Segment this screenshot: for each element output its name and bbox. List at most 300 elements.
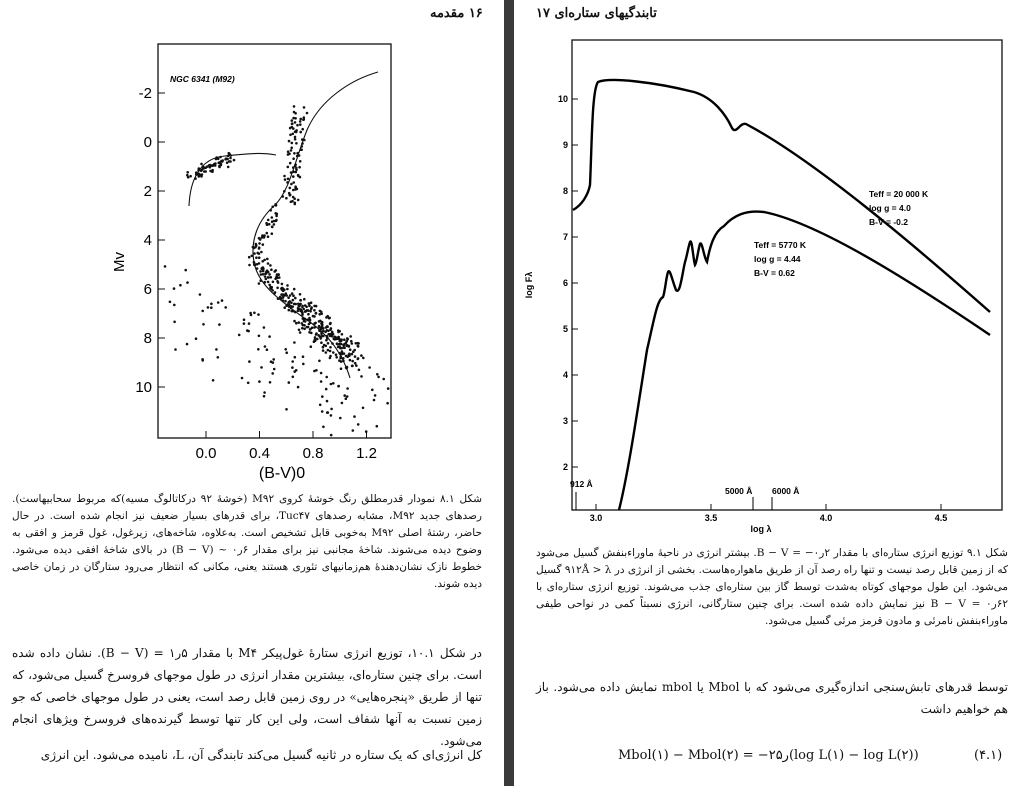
hr-star-point	[377, 376, 380, 379]
hr-star-point	[270, 276, 273, 279]
hr-x-tick-label: 0.0	[195, 445, 217, 462]
hr-star-point	[325, 376, 328, 379]
hr-star-point	[268, 335, 271, 338]
hr-star-point	[273, 368, 276, 371]
hr-x-tick-label: 1.2	[356, 445, 377, 462]
hr-star-point	[285, 294, 288, 297]
hr-star-point	[355, 364, 358, 367]
hr-star-point	[343, 352, 346, 355]
hr-star-point	[348, 345, 351, 348]
hr-star-point	[256, 252, 259, 255]
hr-star-point	[186, 343, 189, 346]
hr-star-point	[285, 197, 288, 200]
hr-star-point	[331, 331, 334, 334]
hr-star-point	[320, 341, 323, 344]
sed-y-tick-label: 5	[562, 324, 568, 334]
hr-star-point	[258, 380, 261, 383]
hr-star-point	[195, 337, 198, 340]
hr-star-point	[295, 142, 298, 145]
hr-star-point	[299, 120, 302, 123]
sed-y-tick-label: 2	[562, 462, 568, 472]
hr-star-point	[319, 310, 322, 313]
hr-star-point	[382, 378, 385, 381]
hr-star-point	[294, 202, 297, 205]
hr-x-tick-label: 0.8	[302, 445, 324, 462]
hr-star-point	[315, 332, 318, 335]
hr-star-point	[269, 264, 272, 267]
hr-star-point	[349, 335, 352, 338]
hr-star-point	[247, 330, 250, 333]
sed-marker-5000-label: 5000 Å	[725, 486, 753, 496]
hr-star-point	[272, 358, 275, 361]
hr-star-point	[291, 126, 294, 129]
hr-star-point	[303, 324, 306, 327]
hr-star-point	[271, 372, 274, 375]
hr-star-point	[173, 287, 176, 290]
hr-star-point	[302, 118, 305, 121]
hr-star-point	[200, 163, 203, 166]
hr-star-point	[262, 267, 265, 270]
hr-star-point	[292, 196, 295, 199]
hr-star-point	[319, 320, 322, 323]
hr-star-point	[374, 394, 377, 397]
hr-star-point	[332, 351, 335, 354]
hr-star-point	[291, 200, 294, 203]
sed-y-tick-label: 9	[562, 140, 568, 150]
hr-star-point	[295, 168, 298, 171]
hr-star-point	[299, 331, 302, 334]
hr-star-point	[343, 394, 346, 397]
book-spine	[504, 0, 514, 786]
hr-star-point	[262, 273, 265, 276]
sed-marker-6000	[772, 486, 799, 510]
hr-star-point	[243, 322, 246, 325]
hr-star-point	[276, 287, 279, 290]
hr-star-point	[284, 178, 287, 181]
hr-star-point	[355, 342, 358, 345]
hr-star-point	[320, 380, 323, 383]
hr-star-point	[386, 402, 389, 405]
hr-star-point	[358, 369, 361, 372]
hr-star-point	[325, 351, 328, 354]
hr-star-point	[337, 336, 340, 339]
hr-star-point	[292, 181, 295, 184]
hr-star-point	[299, 118, 302, 121]
hr-star-point	[303, 116, 306, 119]
hr-star-point	[292, 189, 295, 192]
hr-star-point	[326, 400, 329, 403]
hr-star-point	[352, 429, 355, 432]
hr-star-point	[264, 272, 267, 275]
hr-star-point	[294, 188, 297, 191]
hr-star-point	[345, 344, 348, 347]
hr-star-point	[347, 354, 350, 357]
hr-star-point	[291, 292, 294, 295]
hr-star-point	[283, 175, 286, 178]
hr-star-point	[258, 237, 261, 240]
hr-star-point	[265, 222, 268, 225]
hr-star-point	[258, 242, 261, 245]
hr-cluster-label: NGC 6341 (M92)	[170, 74, 235, 84]
hr-star-point	[257, 348, 260, 351]
hr-star-point	[299, 123, 302, 126]
hr-star-point	[266, 232, 269, 235]
hr-star-point	[273, 223, 276, 226]
sed-hot-star-logg: log g = 4.0	[869, 203, 911, 213]
hr-star-point	[249, 312, 252, 315]
hr-star-point	[268, 273, 271, 276]
hr-star-point	[341, 333, 344, 336]
hr-star-point	[373, 399, 376, 402]
hr-star-point	[360, 354, 363, 357]
hr-star-point	[265, 278, 268, 281]
equation-number: (۴.۱)	[974, 748, 1003, 763]
hr-star-point	[292, 157, 295, 160]
hr-y-tick-label: 2	[143, 183, 152, 200]
hr-star-point	[329, 346, 332, 349]
hr-star-point	[270, 268, 273, 271]
hr-star-point	[289, 134, 292, 137]
hr-star-point	[287, 301, 290, 304]
hr-star-point	[346, 395, 349, 398]
hr-star-point	[287, 178, 290, 181]
hr-star-point	[285, 408, 288, 411]
hr-star-point	[293, 370, 296, 373]
hr-star-point	[292, 133, 295, 136]
hr-star-point	[202, 167, 205, 170]
hr-y-tick-label: 8	[143, 330, 152, 347]
hr-star-point	[295, 131, 298, 134]
hr-star-point	[349, 359, 352, 362]
hr-star-point	[267, 276, 270, 279]
hr-star-point	[273, 270, 276, 273]
hr-star-point	[164, 265, 167, 268]
hr-star-point	[291, 142, 294, 145]
hr-star-point	[310, 308, 313, 311]
hr-star-point	[357, 345, 360, 348]
sed-marker-5000	[725, 486, 753, 510]
hr-star-point	[202, 323, 205, 326]
hr-star-point	[346, 387, 349, 390]
hr-star-point	[329, 355, 332, 358]
hr-star-point	[218, 323, 221, 326]
hr-star-point	[241, 377, 244, 380]
hr-star-point	[316, 338, 319, 341]
hr-star-point	[305, 310, 308, 313]
hr-y-tick-label: 6	[143, 281, 152, 298]
hr-star-point	[289, 162, 292, 165]
hr-star-point	[313, 370, 316, 373]
hr-star-point	[321, 395, 324, 398]
hr-star-point	[255, 256, 258, 259]
hr-star-point	[295, 171, 298, 174]
hr-star-point	[338, 330, 341, 333]
hr-star-point	[293, 111, 296, 114]
hr-star-point	[269, 286, 272, 289]
hr-star-point	[328, 317, 331, 320]
sed-y-axis-label: log Fλ	[524, 271, 534, 299]
hr-star-point	[321, 323, 324, 326]
hr-star-point	[371, 389, 374, 392]
hr-star-point	[319, 337, 322, 340]
hr-star-point	[338, 359, 341, 362]
hr-star-point	[248, 360, 251, 363]
hr-star-point	[227, 166, 230, 169]
hr-star-point	[353, 349, 356, 352]
hr-star-points	[164, 105, 390, 436]
sed-sun-star-teff: Teff = 5770 K	[754, 240, 807, 250]
hr-star-point	[292, 175, 295, 178]
hr-star-point	[298, 321, 301, 324]
hr-star-point	[210, 303, 213, 306]
sed-hot-star-teff: Teff = 20 000 K	[869, 189, 929, 199]
hr-star-point	[297, 199, 300, 202]
hr-star-point	[290, 183, 293, 186]
hr-star-point	[365, 430, 368, 433]
hr-star-point	[173, 304, 176, 307]
hr-star-point	[306, 112, 309, 115]
hr-star-point	[330, 434, 333, 437]
hr-star-point	[299, 293, 302, 296]
hr-star-point	[288, 381, 291, 384]
hr-star-point	[298, 166, 301, 169]
hr-star-point	[229, 157, 232, 160]
sed-x-tick-label: 4.0	[819, 513, 833, 523]
hr-star-point	[272, 361, 275, 364]
hr-star-point	[320, 372, 323, 375]
hr-star-point	[260, 251, 263, 254]
hr-diagram-figure	[0, 0, 504, 490]
hr-star-point	[303, 328, 306, 331]
hr-star-point	[307, 309, 310, 312]
hr-star-point	[302, 355, 305, 358]
hr-star-point	[268, 223, 271, 226]
hr-star-point	[299, 299, 302, 302]
hr-y-tick-label: 10	[135, 379, 152, 396]
hr-star-point	[174, 348, 177, 351]
left-page-header: ۱۶ مقدمه	[430, 6, 483, 21]
hr-star-point	[318, 360, 321, 363]
hr-isochrone-line	[253, 72, 378, 378]
hr-star-point	[354, 362, 357, 365]
hr-y-tick-label: 4	[143, 232, 152, 249]
hr-star-point	[346, 337, 349, 340]
hr-star-point	[376, 373, 379, 376]
hr-star-point	[271, 289, 274, 292]
right-page	[514, 0, 1024, 786]
hr-star-point	[293, 303, 296, 306]
hr-y-tick-label: 0	[143, 134, 152, 151]
sed-x-tick-label: 3.0	[589, 513, 603, 523]
hr-star-point	[289, 194, 292, 197]
hr-star-point	[342, 346, 345, 349]
hr-isochrone-line	[189, 153, 276, 206]
hr-star-point	[201, 358, 204, 361]
hr-star-point	[186, 281, 189, 284]
hr-star-point	[305, 306, 308, 309]
hr-star-point	[387, 387, 390, 390]
hr-star-point	[258, 335, 261, 338]
hr-star-point	[258, 256, 261, 259]
hr-star-point	[357, 423, 360, 426]
hr-star-point	[217, 301, 220, 304]
hr-star-point	[309, 310, 312, 313]
hr-star-point	[225, 157, 228, 160]
hr-star-point	[307, 313, 310, 316]
hr-star-point	[213, 163, 216, 166]
hr-star-point	[269, 381, 272, 384]
sed-y-tick-label: 4	[562, 370, 568, 380]
hr-star-point	[189, 175, 192, 178]
hr-star-point	[217, 356, 220, 359]
hr-star-point	[296, 124, 299, 127]
hr-star-point	[186, 171, 189, 174]
sed-sun-star-curve	[619, 212, 990, 510]
hr-star-point	[260, 366, 263, 369]
hr-star-point	[255, 245, 258, 248]
hr-star-point	[257, 313, 260, 316]
sed-x-tick-label: 4.5	[934, 513, 948, 523]
sed-y-tick-label: 8	[562, 186, 568, 196]
hr-star-point	[292, 376, 295, 379]
hr-x-tick-label: 0.4	[249, 445, 270, 462]
hr-star-point	[281, 288, 284, 291]
hr-star-point	[271, 216, 274, 219]
hr-star-point	[271, 226, 274, 229]
hr-star-point	[262, 236, 265, 239]
hr-star-point	[331, 333, 334, 336]
hr-star-point	[327, 342, 330, 345]
sed-marker-912-label: 912 Å	[570, 479, 593, 489]
hr-star-point	[330, 327, 333, 330]
hr-star-point	[299, 160, 302, 163]
hr-star-point	[357, 342, 360, 345]
hr-star-point	[283, 306, 286, 309]
hr-star-point	[317, 334, 320, 337]
hr-star-point	[302, 363, 305, 366]
hr-star-point	[329, 350, 332, 353]
hr-star-point	[325, 388, 328, 391]
hr-star-point	[376, 425, 379, 428]
hr-star-point	[275, 215, 278, 218]
hr-x-ticks	[196, 431, 377, 462]
hr-star-point	[212, 379, 215, 382]
hr-star-point	[266, 348, 269, 351]
hr-star-point	[330, 414, 333, 417]
hr-star-point	[292, 299, 295, 302]
sed-y-ticks	[558, 94, 578, 472]
sed-sun-star-bv: B-V = 0.62	[754, 268, 795, 278]
hr-star-point	[290, 147, 293, 150]
hr-star-point	[313, 305, 316, 308]
hr-star-point	[290, 149, 293, 152]
hr-star-point	[226, 161, 229, 164]
hr-star-point	[351, 365, 354, 368]
hr-star-point	[349, 348, 352, 351]
hr-star-point	[309, 328, 312, 331]
hr-star-point	[322, 349, 325, 352]
hr-star-point	[288, 309, 291, 312]
hr-star-point	[267, 281, 270, 284]
hr-star-point	[350, 340, 353, 343]
hr-star-point	[340, 367, 343, 370]
left-paragraph-1: در شکل ۱۰.۱، توزیع انرژی ستارهٔ غول‌پیکر M۴ با مقدار ۵ر۱ = (B − V). نشان داده شده است. برای چنین ستاره‌ای، بیشترین مقدار انرژی در طول موجهای فروسرخ گسیل می‌شود، که تنها از طریق «پنجره‌هایی» در روی زمین قابل رصد است، یعنی در طول موجهای خاصی که جو زمین نسبت به آنها شفاف است، ولی این کار تنها توسط گیرنده‌های فروسرخ ویژهای انجام می‌شود.	[12, 646, 482, 748]
hr-star-point	[343, 338, 346, 341]
hr-star-point	[300, 310, 303, 313]
hr-star-point	[289, 294, 292, 297]
hr-star-point	[351, 360, 354, 363]
hr-star-point	[201, 310, 204, 313]
hr-star-point	[294, 121, 297, 124]
hr-star-point	[228, 153, 231, 156]
hr-star-point	[224, 306, 227, 309]
hr-star-point	[301, 327, 304, 330]
sed-y-tick-label: 7	[562, 232, 568, 242]
hr-star-point	[325, 339, 328, 342]
hr-star-point	[258, 246, 261, 249]
hr-star-point	[362, 407, 365, 410]
hr-star-point	[322, 426, 325, 429]
hr-star-point	[211, 169, 214, 172]
hr-star-point	[179, 284, 182, 287]
hr-star-point	[267, 219, 270, 222]
hr-star-point	[320, 312, 323, 315]
hr-star-point	[303, 106, 306, 109]
hr-star-point	[248, 264, 251, 267]
hr-star-point	[204, 170, 207, 173]
hr-x-axis-label: (B-V)0	[258, 465, 306, 482]
hr-star-point	[291, 360, 294, 363]
hr-y-axis-label: Mv	[111, 252, 128, 272]
hr-star-point	[329, 322, 332, 325]
sed-x-tick-label: 3.5	[704, 513, 718, 523]
hr-star-point	[287, 296, 290, 299]
hr-star-point	[312, 315, 315, 318]
equation: Mbol(۱) − Mbol(۲) = −۲ر۵(log L(۱) − log L(۲))	[618, 748, 919, 763]
sed-sun-star-label	[754, 240, 807, 278]
hr-star-point	[271, 232, 274, 235]
hr-y-ticks	[135, 85, 165, 396]
hr-star-point	[200, 175, 203, 178]
hr-star-point	[351, 342, 354, 345]
hr-star-point	[238, 334, 241, 337]
hr-star-point	[233, 159, 236, 162]
hr-star-point	[294, 356, 297, 359]
hr-star-point	[276, 280, 279, 283]
hr-star-point	[285, 351, 288, 354]
hr-star-point	[199, 293, 202, 296]
hr-star-point	[215, 348, 218, 351]
hr-star-point	[173, 321, 176, 324]
hr-star-point	[329, 335, 332, 338]
hr-star-point	[299, 176, 302, 179]
sed-figure	[514, 0, 1024, 540]
hr-star-point	[293, 320, 296, 323]
hr-star-point	[184, 269, 187, 272]
hr-star-point	[294, 136, 297, 139]
sed-y-tick-label: 10	[557, 94, 568, 104]
hr-star-point	[337, 385, 340, 388]
hr-star-point	[318, 325, 321, 328]
hr-star-point	[327, 330, 330, 333]
hr-star-point	[335, 356, 338, 359]
hr-star-point	[186, 174, 189, 177]
hr-star-point	[267, 262, 270, 265]
hr-star-point	[338, 343, 341, 346]
hr-star-point	[264, 275, 267, 278]
hr-star-point	[345, 397, 348, 400]
hr-star-point	[281, 283, 284, 286]
